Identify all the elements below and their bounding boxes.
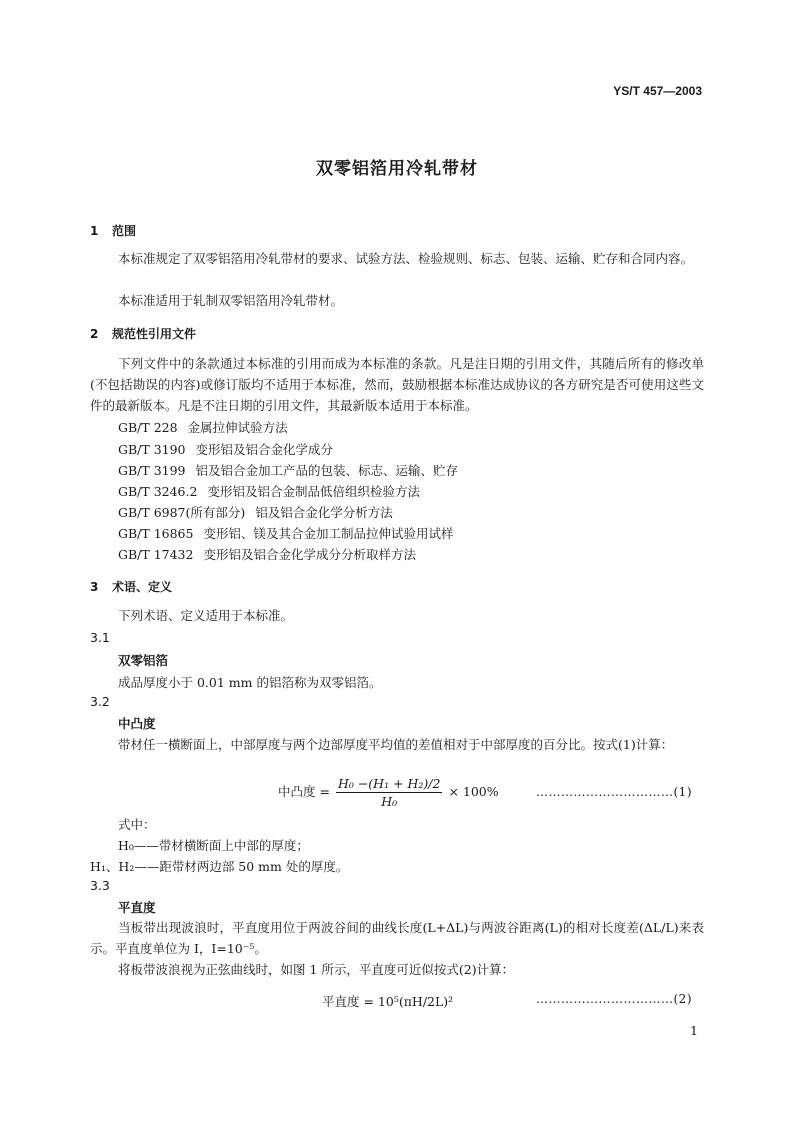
reference-item (118, 524, 453, 542)
document-title: 双零铝箔用冷轧带材 (316, 159, 478, 179)
reference-item (118, 461, 458, 479)
section-1-paragraph-1: 本标准规定了双零铝箔用冷轧带材的要求、试验方法、检验规则、标志、包装、运输、贮存和合同内容。 (118, 251, 694, 266)
reference-title: 变形铝及铝合金制品低倍组织检验方法 (207, 484, 420, 499)
term-flatness: 平直度 (118, 900, 156, 915)
reference-code: GB/T 3190 (118, 442, 186, 457)
variable-h0: H₀——带材横断面上中部的厚度； (118, 838, 309, 853)
reference-code: GB/T 17432 (118, 547, 194, 562)
formula-1-numerator: H₀ −(H₁ + H₂)/2 (337, 776, 441, 791)
formula-1-denominator: H₀ (381, 794, 398, 809)
reference-code: GB/T 228 (118, 420, 178, 435)
section-title: 术语、定义 (112, 580, 173, 594)
reference-title: 铝及铝合金化学分析方法 (255, 505, 393, 520)
formula-2-tag: ……………………………(2) (536, 992, 692, 1006)
section-number: 1 (90, 224, 99, 238)
section-number: 2 (90, 327, 99, 341)
section-2-paragraph-1: 下列文件中的条款通过本标准的引用而成为本标准的条款。凡是注日期的引用文件，其随后所有的修改单(不包括勘误的内容)或修订版均不适用于本标准，然而，鼓励根据本标准达成协议的各方研究是否可使用这些文件的最新版本。凡是不注日期的引用文件，其最新版本适用于本标准。 (90, 356, 704, 413)
reference-title: 铝及铝合金加工产品的包装、标志、运输、贮存 (195, 463, 459, 478)
formula-1-fraction (336, 776, 443, 809)
formula-1 (278, 776, 499, 809)
formula-1-tag: ……………………………(1) (536, 785, 692, 799)
flatness-approximation-text: 将板带波浪视为正弦曲线时，如图 1 所示，平直度可近似按式(2)计算： (118, 962, 515, 977)
clause-3-1-number: 3.1 (90, 630, 110, 645)
section-3-heading (90, 578, 172, 595)
clause-3-2-number: 3.2 (90, 694, 110, 709)
reference-item (118, 440, 333, 458)
section-3-intro: 下列术语、定义适用于本标准。 (118, 608, 294, 623)
definition-flatness: 当板带出现波浪时，平直度用位于两波谷间的曲线长度(L+ΔL)与两波谷距离(L)的相对长度差(ΔL/L)来表示。平直度单位为 I，I=10⁻⁵。 (90, 920, 704, 956)
section-2-heading (90, 325, 196, 342)
reference-title: 变形铝、镁及其合金加工制品拉伸试验用试样 (203, 526, 454, 541)
reference-code: GB/T 3199 (118, 463, 186, 478)
clause-3-3-number: 3.3 (90, 878, 110, 893)
term-crown: 中凸度 (118, 716, 156, 731)
formula-1-rhs: × 100% (448, 784, 499, 799)
definition-double-zero-foil: 成品厚度小于 0.01 mm 的铝箔称为双零铝箔。 (118, 675, 382, 690)
variable-h1-h2: H₁、H₂——距带材两边部 50 mm 处的厚度。 (90, 859, 349, 874)
section-title: 规范性引用文件 (112, 327, 197, 341)
reference-item (118, 418, 288, 436)
section-title: 范围 (112, 224, 137, 238)
formula-1-lhs: 中凸度 = (278, 784, 330, 799)
standard-code: YS/T 457—2003 (613, 84, 702, 98)
definition-crown: 带材任一横断面上，中部厚度与两个边部厚度平均值的差值相对于中部厚度的百分比。按式(1)计算： (118, 737, 674, 752)
reference-code: GB/T 6987(所有部分) (118, 505, 246, 520)
formula-2: 平直度 = 10⁵(πH/2L)² (322, 994, 454, 1009)
reference-item (118, 503, 393, 521)
page-number: 1 (690, 1023, 698, 1038)
reference-item (118, 482, 420, 500)
where-label: 式中： (118, 817, 156, 832)
reference-code: GB/T 3246.2 (118, 484, 198, 499)
section-number: 3 (90, 580, 99, 594)
reference-title: 变形铝及铝合金化学成分分析取样方法 (203, 547, 416, 562)
reference-title: 金属拉伸试验方法 (187, 420, 288, 435)
section-1-paragraph-2: 本标准适用于轧制双零铝箔用冷轧带材。 (118, 293, 344, 308)
reference-item (118, 545, 416, 563)
term-double-zero-foil: 双零铝箔 (118, 653, 169, 668)
reference-code: GB/T 16865 (118, 526, 194, 541)
section-1-heading (90, 222, 136, 239)
reference-title: 变形铝及铝合金化学成分 (195, 442, 334, 457)
